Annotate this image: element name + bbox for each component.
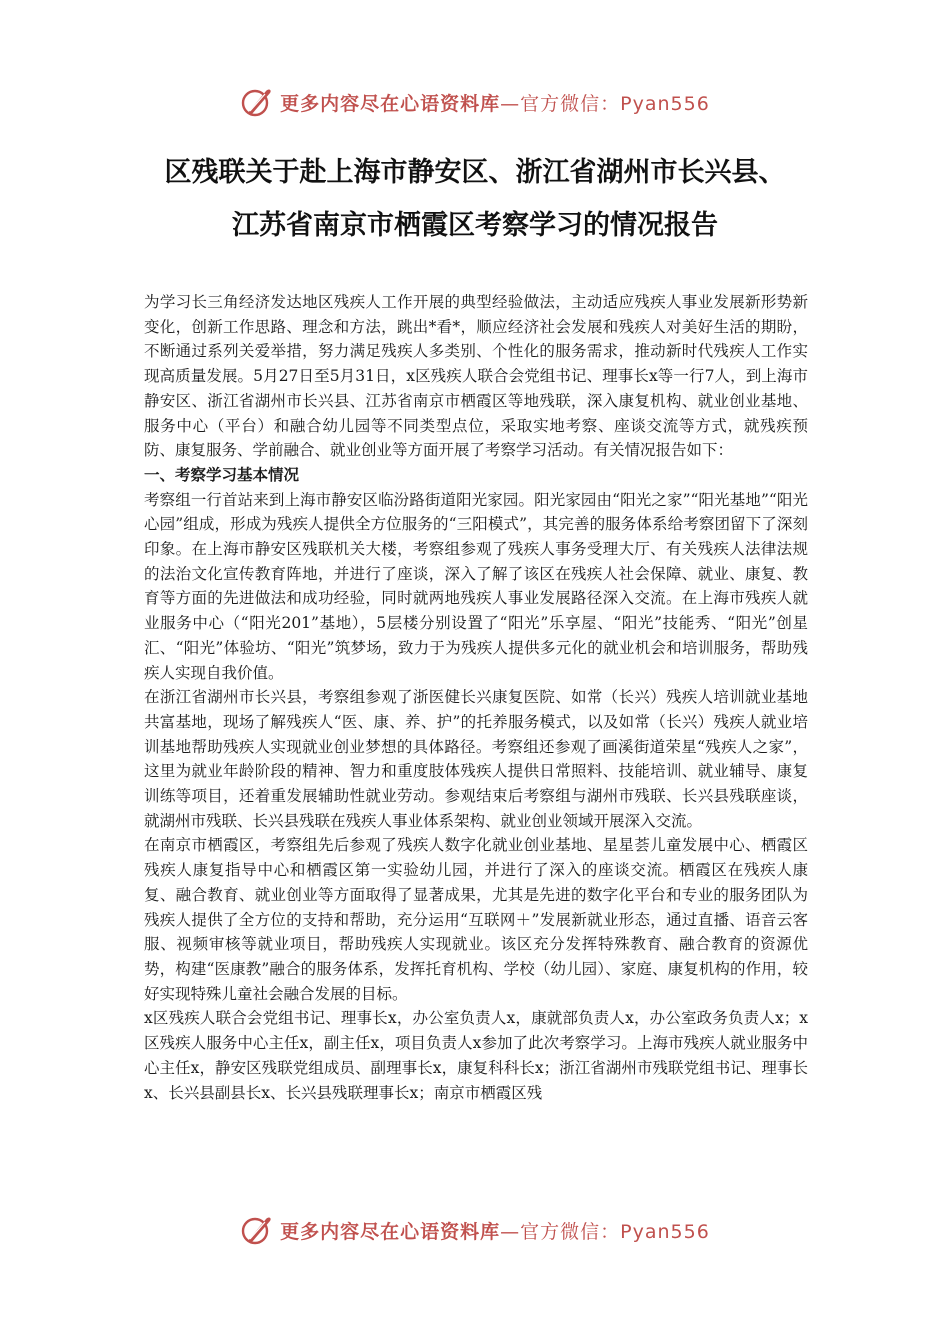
- header-watermark-banner: [0, 82, 950, 122]
- section1-paragraph-4: x区残疾人联合会党组书记、理事长x，办公室负责人x，康就部负责人x，办公室政务负责人x；x区残疾人服务中心主任x，副主任x，项目负责人x参加了此次考察学习。上海市残疾人就业服务中心主任x，静安区残联党组成员、副理事长x，康复科科长x；浙江省湖州市残联党组书记、理事长x、长兴县副县长x、长兴县残联理事长x；南京市栖霞区残: [144, 1009, 808, 1102]
- document-body: [144, 290, 808, 1105]
- document-title: [80, 146, 870, 252]
- section-heading-1: 一、考察学习基本情况: [144, 464, 300, 484]
- footer-watermark-banner: [0, 1210, 950, 1250]
- banner-wechat-text: —官方微信：Pyan556: [500, 92, 710, 115]
- section1-paragraph-1: 考察组一行首站来到上海市静安区临汾路街道阳光家园。阳光家园由“阳光之家”“阳光基地”“阳光心园”组成，形成为残疾人提供全方位服务的“三阳模式”，其完善的服务体系给考察团留下了深刻印象。在上海市静安区残联机关大楼，考察组参观了残疾人事务受理大厅、有关残疾人法律法规的法治文化宣传教育阵地，并进行了座谈，深入了解了该区在残疾人社会保障、就业、康复、教育等方面的先进做法和成功经验，同时就两地残疾人事业发展路径深入交流。在上海市残疾人就业服务中心（“阳光201”基地），5层楼分别设置了“阳光”乐享屋、“阳光”技能秀、“阳光”创星汇、“阳光”体验坊、“阳光”筑梦场，致力于为残疾人提供多元化的就业机会和培训服务，帮助残疾人实现自我价值。: [144, 490, 808, 682]
- feather-pen-logo-icon: [240, 1213, 274, 1247]
- section1-paragraph-3: 在南京市栖霞区，考察组先后参观了残疾人数字化就业创业基地、星星荟儿童发展中心、栖霞区残疾人康复指导中心和栖霞区第一实验幼儿园，并进行了深入的座谈交流。栖霞区在残疾人康复、融合教育、就业创业等方面取得了显著成果，尤其是先进的数字化平台和专业的服务团队为残疾人提供了全方位的支持和帮助，充分运用“互联网＋”发展新就业形态，通过直播、语音云客服、视频审核等就业项目，帮助残疾人实现就业。该区充分发挥特殊教育、融合教育的资源优势，构建“医康教”融合的服务体系，发挥托育机构、学校（幼儿园）、家庭、康复机构的作用，较好实现特殊儿童社会融合发展的目标。: [144, 836, 808, 1003]
- banner-wechat-text: —官方微信：Pyan556: [500, 1220, 710, 1243]
- banner-brand-text: 更多内容尽在心语资料库: [280, 1220, 501, 1243]
- title-line-1: 区残联关于赴上海市静安区、浙江省湖州市长兴县、: [164, 157, 786, 188]
- section1-paragraph-2: 在浙江省湖州市长兴县，考察组参观了浙医健长兴康复医院、如常（长兴）残疾人培训就业基地共富基地，现场了解残疾人“医、康、养、护”的托养服务模式，以及如常（长兴）残疾人就业培训基地帮助残疾人实现就业创业梦想的具体路径。考察组还参观了画溪街道荣星“残疾人之家”，这里为就业年龄阶段的精神、智力和重度肢体残疾人提供日常照料、技能培训、就业辅导、康复训练等项目，还着重发展辅助性就业劳动。参观结束后考察组与湖州市残联、长兴县残联座谈，就湖州市残联、长兴县残联在残疾人事业体系架构、就业创业领域开展深入交流。: [144, 688, 808, 830]
- feather-pen-logo-icon: [240, 85, 274, 119]
- banner-brand-text: 更多内容尽在心语资料库: [280, 92, 501, 115]
- title-line-2: 江苏省南京市栖霞区考察学习的情况报告: [232, 210, 718, 241]
- intro-paragraph: 为学习长三角经济发达地区残疾人工作开展的典型经验做法，主动适应残疾人事业发展新形势新变化，创新工作思路、理念和方法，跳出*看*，顺应经济社会发展和残疾人对美好生活的期盼，不断通过系列关爱举措，努力满足残疾人多类别、个性化的服务需求，推动新时代残疾人工作实现高质量发展。5月27日至5月31日，x区残疾人联合会党组书记、理事长x等一行7人，到上海市静安区、浙江省湖州市长兴县、江苏省南京市栖霞区等地残联，深入康复机构、就业创业基地、服务中心（平台）和融合幼儿园等不同类型点位，采取实地考察、座谈交流等方式，就残疾预防、康复服务、学前融合、就业创业等方面开展了考察学习活动。有关情况报告如下：: [144, 293, 808, 460]
